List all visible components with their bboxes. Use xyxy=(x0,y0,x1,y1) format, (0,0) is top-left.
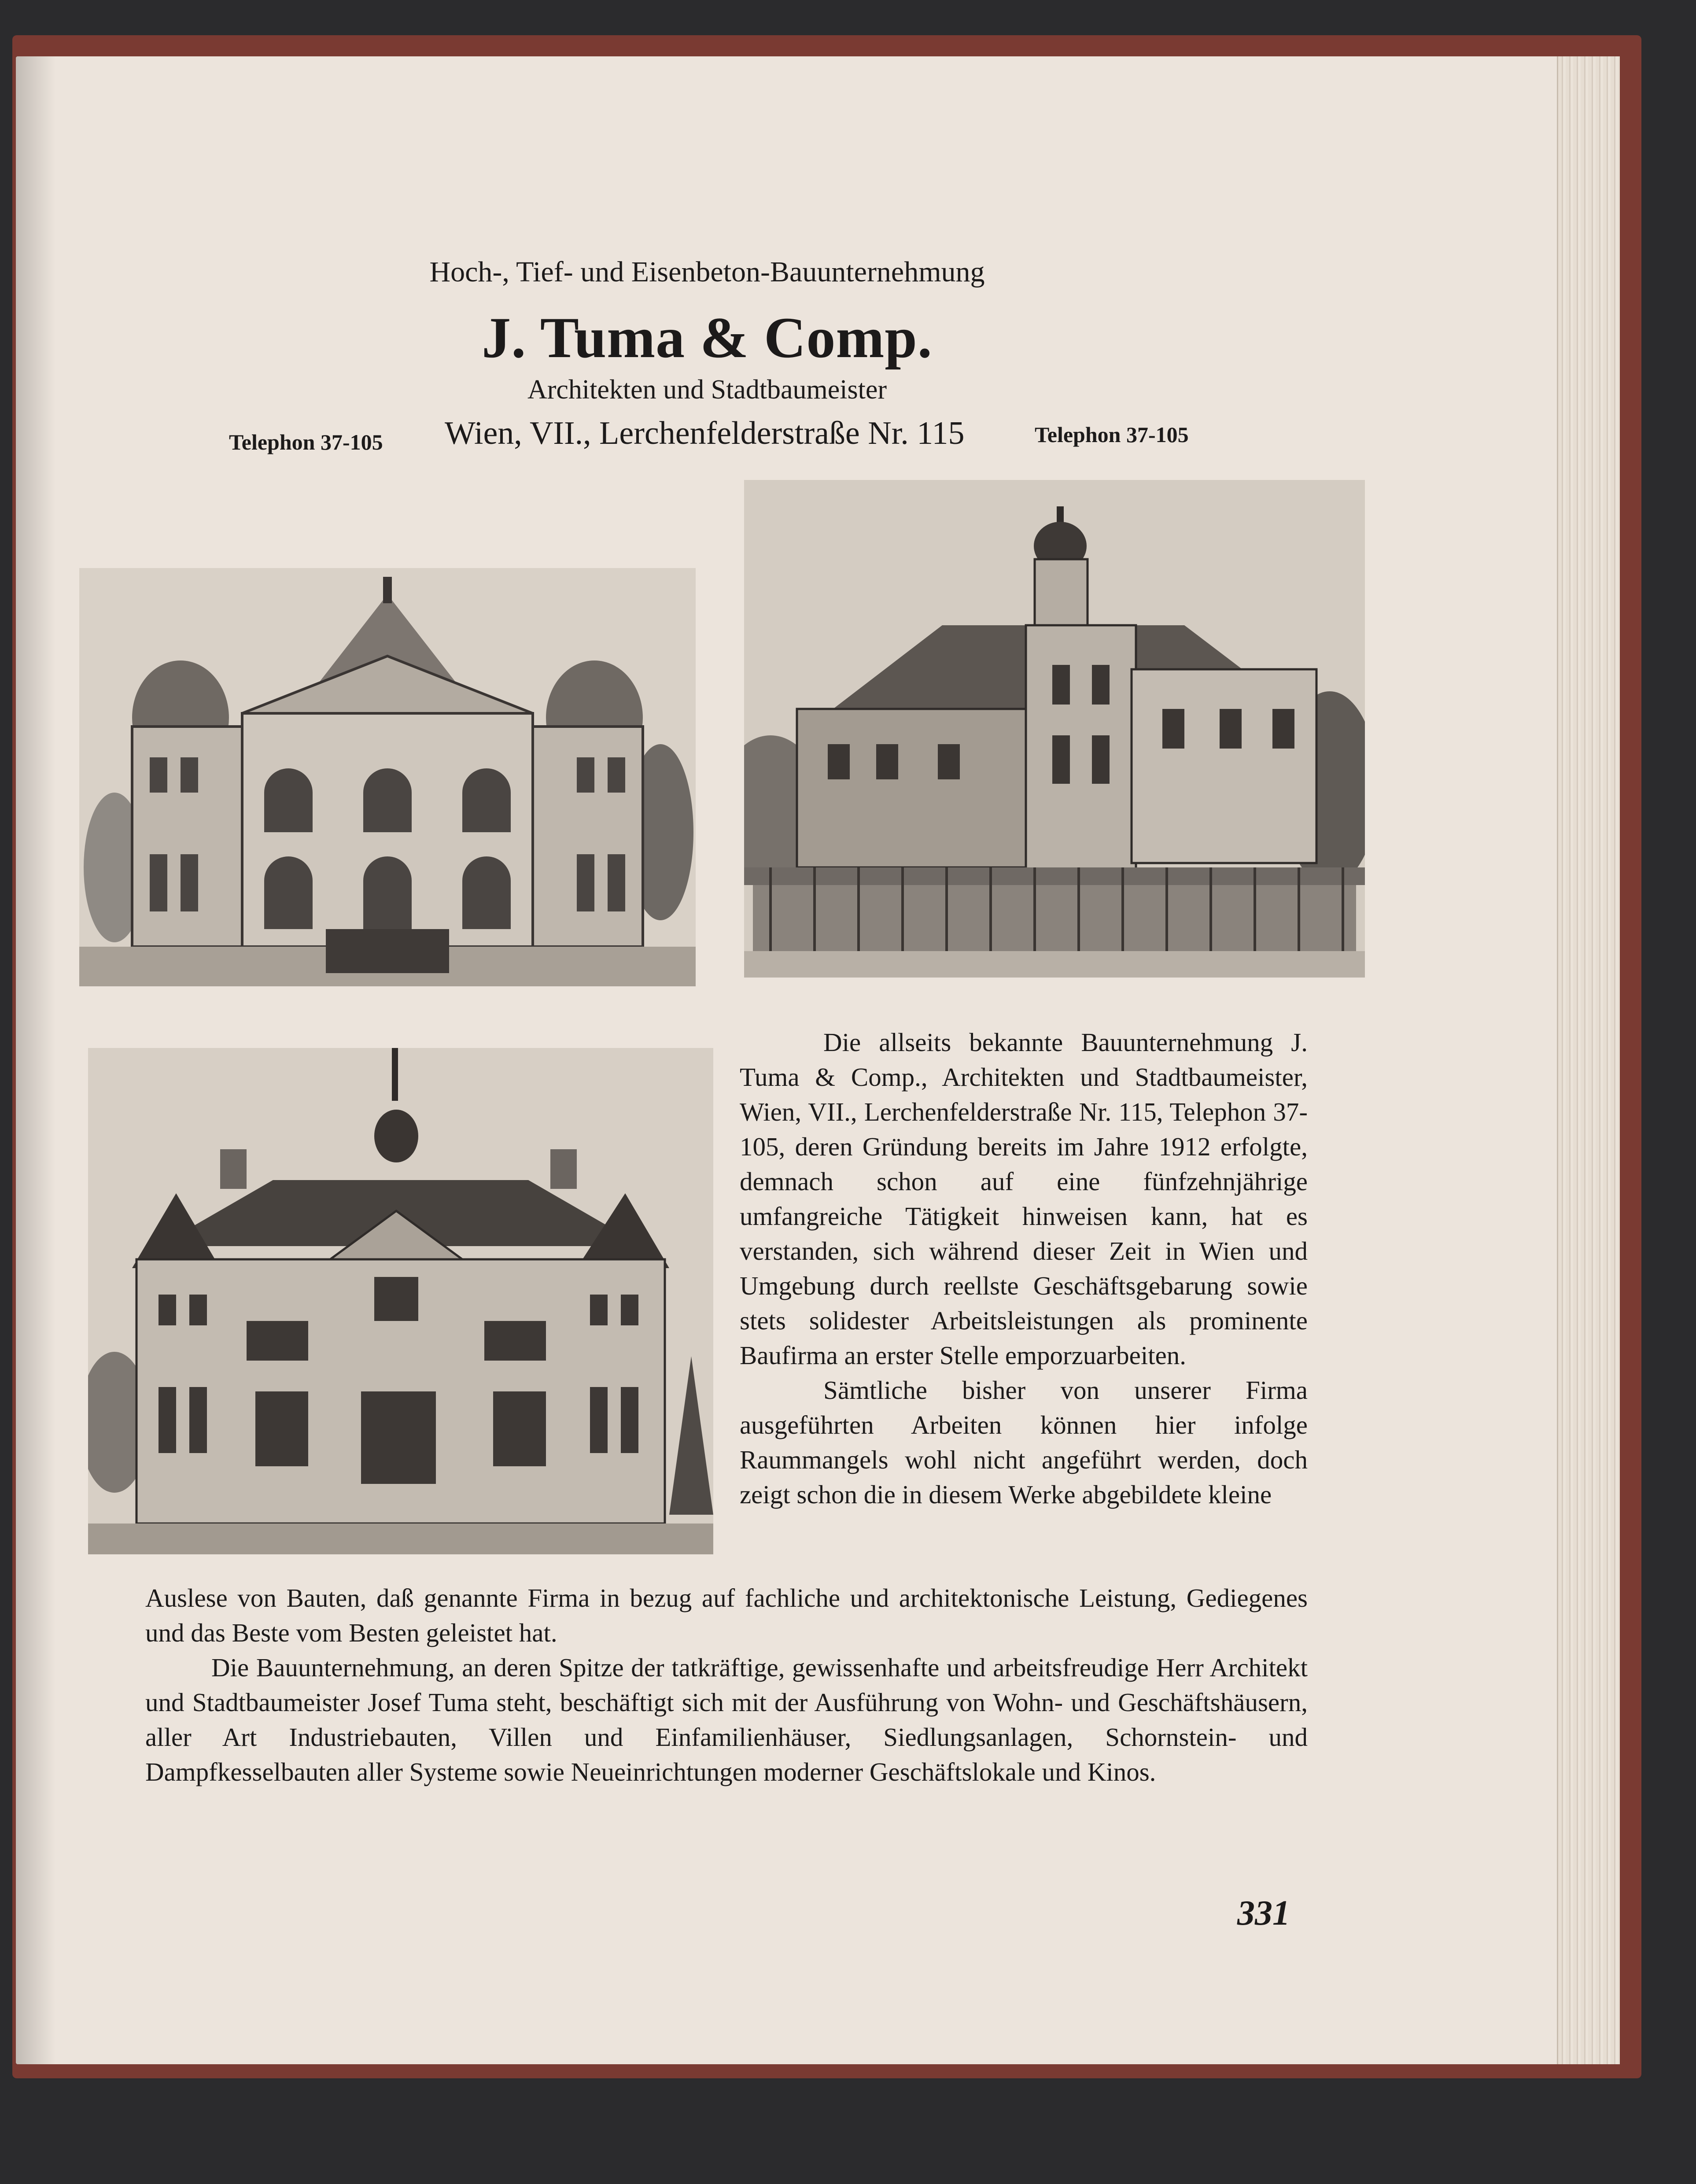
company-address: Wien, VII., Lerchenfelderstraße Nr. 115 xyxy=(445,415,965,451)
company-profession: Architekten und Stadtbaumeister xyxy=(527,375,887,405)
building-illustration-villa xyxy=(744,480,1365,978)
paragraph-intro: Die allseits bekannte Bauunternehmung J. Tuma & Comp., Architekten und Stadtbaumeister, Wien, VII., Lerchenfelderstraße Nr. 115, Telephon 37-105, deren Gründung bereits im Jahre 1912 erfolgte, demnach schon auf eine fünfzehnjährige umfangreiche Tätigkeit hinweisen kann, hat es verstanden, sich während dieser Zeit in Wien und Umgebung durch reellste Geschäftsgebarung sowie stets solidester Arbeitsleistungen als prominente Baufirma an erster Stelle emporzuarbeiten. xyxy=(740,1028,1308,1370)
paragraph-works-continued: Auslese von Bauten, daß genannte Firma in bezug auf fachliche und architektonische Leistung, Gediegenes und das Beste vom Besten geleistet hat. xyxy=(145,1583,1308,1647)
page-number: 331 xyxy=(1237,1894,1290,1933)
page-edges xyxy=(1557,56,1620,2064)
phone-right: Telephon 37-105 xyxy=(1035,422,1189,447)
paragraph-scope: Die Bauunternehmung, an deren Spitze der tatkräftige, gewissenhafte und arbeitsfreudige Herr Architekt und Stadtbaumeister Josef Tuma steht, beschäftigt sich mit der Ausführung von Wohn- und Geschäftshäusern, aller Art Industriebauten, Villen und Einfamilienhäuser, Siedlungsanlagen, Schornstein- und Dampfkesselbauten aller Systeme sowie Neueinrichtungen moderner Geschäftslokale und Kinos. xyxy=(145,1653,1308,1786)
phone-left: Telephon 37-105 xyxy=(229,430,383,454)
company-subtitle: Hoch-, Tief- und Eisenbeton-Bauunternehmung xyxy=(429,256,985,288)
description-full-width xyxy=(145,1581,1308,1789)
description-column xyxy=(740,1025,1308,1512)
building-illustration-house xyxy=(88,1048,713,1554)
company-name: J. Tuma & Comp. xyxy=(482,305,933,370)
paragraph-works: Sämtliche bisher von unserer Firma ausgeführten Arbeiten können hier infolge Raummangels wohl nicht angeführt werden, doch zeigt schon die in diesem Werke abgebildete kleine xyxy=(740,1376,1308,1509)
building-illustration-theatre xyxy=(79,568,696,986)
